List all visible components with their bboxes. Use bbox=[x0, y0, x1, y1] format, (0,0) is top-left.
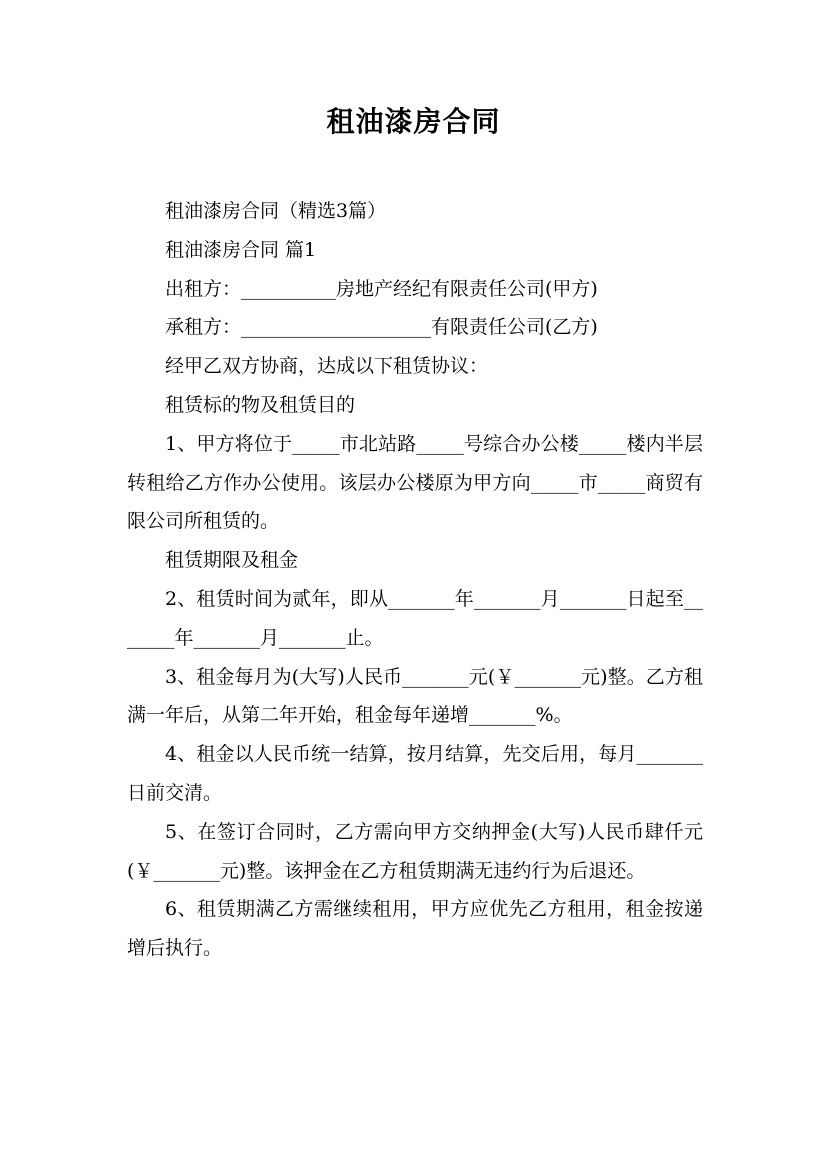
paragraph-section-heading: 租油漆房合同 篇1 bbox=[165, 238, 317, 261]
paragraph-clause-5: 5、在签订合同时，乙方需向甲方交纳押金(大写)人民币肆仟元(￥_______元)整。该押金在乙方租赁期满无违约行为后退还。 bbox=[127, 820, 703, 882]
paragraph-term-heading: 租赁期限及租金 bbox=[165, 549, 299, 572]
paragraph-clause-2: 2、租赁时间为贰年，即从_______年_______月_______日起至_______年_______月_______止。 bbox=[127, 587, 703, 649]
paragraph-lessee: 承租方：____________________有限责任公司(乙方) bbox=[165, 316, 598, 339]
document-title: 租油漆房合同 bbox=[326, 105, 501, 138]
paragraph-subject-heading: 租赁标的物及租赁目的 bbox=[165, 393, 356, 416]
paragraph-clause-6: 6、租赁期满乙方需继续租用，甲方应优先乙方租用，租金按递增后执行。 bbox=[127, 898, 703, 960]
paragraph-agreement-intro: 经甲乙双方协商，达成以下租赁协议： bbox=[165, 355, 489, 378]
document-body bbox=[127, 192, 703, 968]
paragraph-clause-3: 3、租金每月为(大写)人民币_______元(￥_______元)整。乙方租满一年后，从第二年开始，租金每年递增_______%。 bbox=[127, 665, 703, 727]
paragraph-intro: 租油漆房合同（精选3篇） bbox=[165, 200, 387, 222]
paragraph-lessor: 出租方：__________房地产经纪有限责任公司(甲方) bbox=[165, 277, 598, 300]
paragraph-clause-1: 1、甲方将位于_____市北站路_____号综合办公楼_____楼内半层转租给乙方作办公使用。该层办公楼原为甲方向_____市_____商贸有限公司所租赁的。 bbox=[127, 432, 703, 533]
paragraph-clause-4: 4、租金以人民币统一结算，按月结算，先交后用，每月_______日前交清。 bbox=[127, 743, 703, 804]
